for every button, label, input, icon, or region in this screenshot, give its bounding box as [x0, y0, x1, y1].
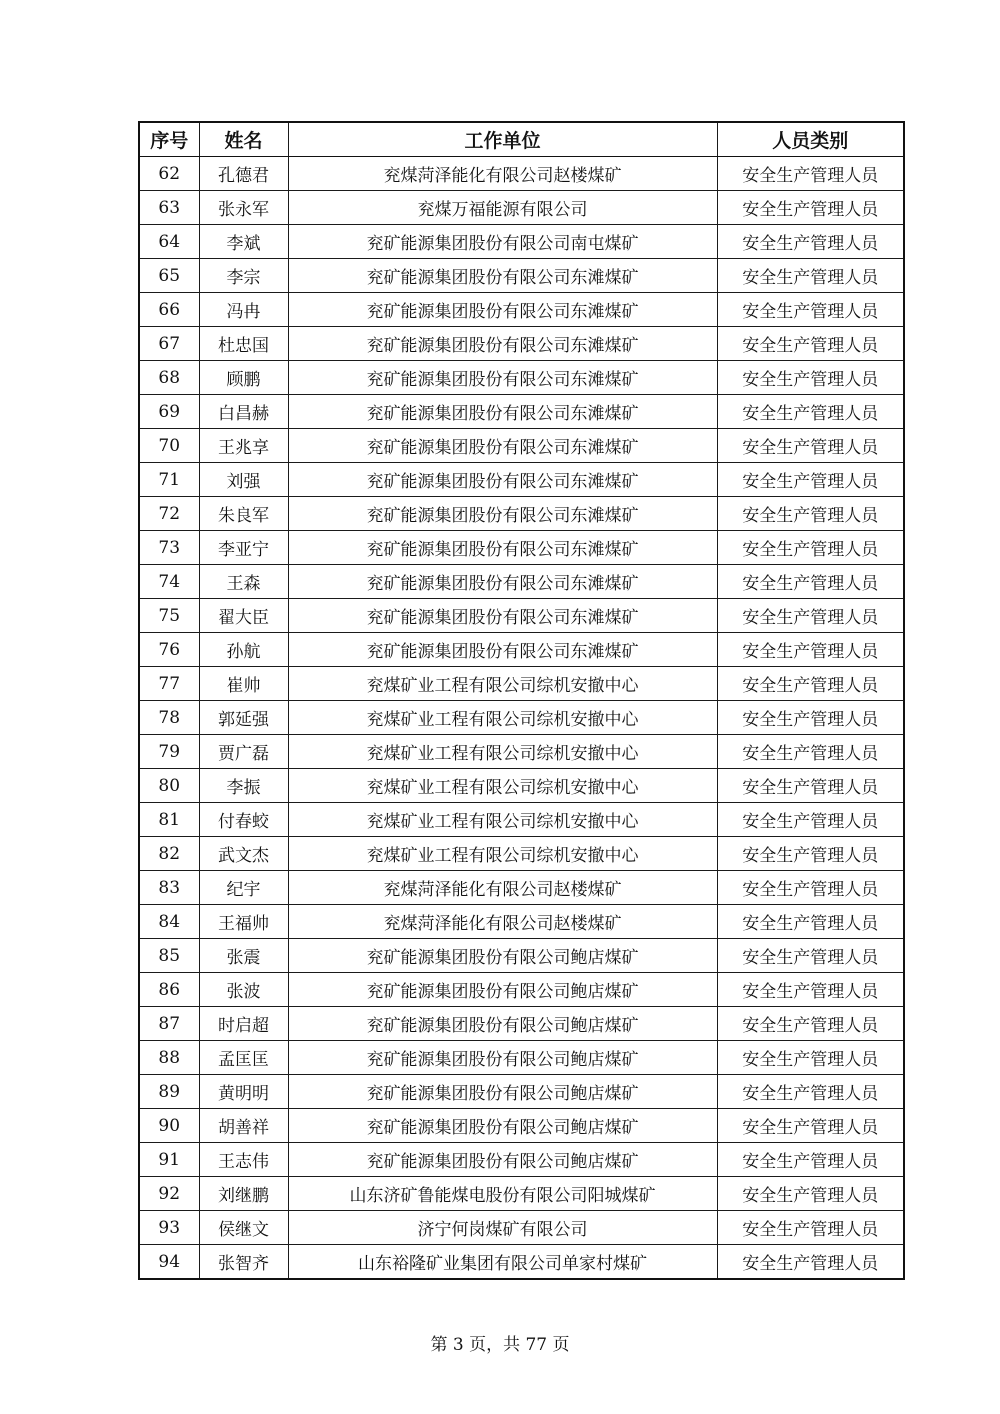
- cell-unit: 兖矿能源集团股份有限公司东滩煤矿: [288, 429, 717, 463]
- cell-category: 安全生产管理人员: [717, 1143, 904, 1177]
- cell-unit: 兖煤菏泽能化有限公司赵楼煤矿: [288, 157, 717, 191]
- cell-name: 郭延强: [199, 701, 288, 735]
- table-row: [139, 565, 904, 599]
- table-row: [139, 837, 904, 871]
- cell-category: 安全生产管理人员: [717, 497, 904, 531]
- cell-seq: 79: [139, 735, 199, 769]
- cell-unit: 兖矿能源集团股份有限公司鲍店煤矿: [288, 1075, 717, 1109]
- cell-name: 朱良军: [199, 497, 288, 531]
- table-row: [139, 191, 904, 225]
- table-row: [139, 327, 904, 361]
- cell-seq: 78: [139, 701, 199, 735]
- header-unit: 工作单位: [288, 122, 717, 157]
- cell-seq: 72: [139, 497, 199, 531]
- table-row: [139, 1109, 904, 1143]
- cell-category: 安全生产管理人员: [717, 395, 904, 429]
- table-body: [139, 157, 904, 1280]
- cell-name: 张永军: [199, 191, 288, 225]
- cell-name: 王志伟: [199, 1143, 288, 1177]
- cell-seq: 94: [139, 1245, 199, 1280]
- table-row: [139, 599, 904, 633]
- header-seq: 序号: [139, 122, 199, 157]
- cell-unit: 兖煤矿业工程有限公司综机安撤中心: [288, 837, 717, 871]
- cell-unit: 兖矿能源集团股份有限公司鲍店煤矿: [288, 1143, 717, 1177]
- cell-category: 安全生产管理人员: [717, 429, 904, 463]
- cell-seq: 92: [139, 1177, 199, 1211]
- table-row: [139, 1245, 904, 1280]
- cell-category: 安全生产管理人员: [717, 157, 904, 191]
- cell-category: 安全生产管理人员: [717, 599, 904, 633]
- table-row: [139, 701, 904, 735]
- table-row: [139, 939, 904, 973]
- cell-category: 安全生产管理人员: [717, 1211, 904, 1245]
- cell-seq: 74: [139, 565, 199, 599]
- cell-name: 刘继鹏: [199, 1177, 288, 1211]
- table-row: [139, 497, 904, 531]
- header-category: 人员类别: [717, 122, 904, 157]
- cell-category: 安全生产管理人员: [717, 1109, 904, 1143]
- cell-seq: 65: [139, 259, 199, 293]
- table-row: [139, 395, 904, 429]
- cell-name: 黄明明: [199, 1075, 288, 1109]
- cell-seq: 93: [139, 1211, 199, 1245]
- cell-unit: 兖矿能源集团股份有限公司东滩煤矿: [288, 633, 717, 667]
- table-row: [139, 633, 904, 667]
- cell-name: 时启超: [199, 1007, 288, 1041]
- table-row: [139, 1041, 904, 1075]
- cell-category: 安全生产管理人员: [717, 667, 904, 701]
- cell-name: 崔帅: [199, 667, 288, 701]
- cell-unit: 兖矿能源集团股份有限公司鲍店煤矿: [288, 939, 717, 973]
- cell-name: 刘强: [199, 463, 288, 497]
- cell-unit: 兖矿能源集团股份有限公司东滩煤矿: [288, 327, 717, 361]
- cell-seq: 69: [139, 395, 199, 429]
- cell-category: 安全生产管理人员: [717, 225, 904, 259]
- cell-name: 李亚宁: [199, 531, 288, 565]
- cell-category: 安全生产管理人员: [717, 1041, 904, 1075]
- header-row: [139, 122, 904, 157]
- cell-name: 孔德君: [199, 157, 288, 191]
- cell-seq: 76: [139, 633, 199, 667]
- cell-name: 顾鹏: [199, 361, 288, 395]
- cell-name: 付春蛟: [199, 803, 288, 837]
- cell-seq: 82: [139, 837, 199, 871]
- cell-seq: 62: [139, 157, 199, 191]
- cell-unit: 山东裕隆矿业集团有限公司单家村煤矿: [288, 1245, 717, 1280]
- cell-name: 王兆享: [199, 429, 288, 463]
- cell-unit: 兖矿能源集团股份有限公司东滩煤矿: [288, 463, 717, 497]
- cell-category: 安全生产管理人员: [717, 769, 904, 803]
- cell-name: 冯冉: [199, 293, 288, 327]
- cell-seq: 81: [139, 803, 199, 837]
- cell-unit: 济宁何岗煤矿有限公司: [288, 1211, 717, 1245]
- table-row: [139, 803, 904, 837]
- cell-name: 孟匡匡: [199, 1041, 288, 1075]
- table-row: [139, 973, 904, 1007]
- cell-category: 安全生产管理人员: [717, 463, 904, 497]
- cell-unit: 兖矿能源集团股份有限公司东滩煤矿: [288, 531, 717, 565]
- cell-name: 张智齐: [199, 1245, 288, 1280]
- cell-name: 孙航: [199, 633, 288, 667]
- table-row: [139, 905, 904, 939]
- cell-category: 安全生产管理人员: [717, 531, 904, 565]
- cell-seq: 77: [139, 667, 199, 701]
- cell-name: 白昌赫: [199, 395, 288, 429]
- table-row: [139, 225, 904, 259]
- cell-seq: 87: [139, 1007, 199, 1041]
- table-row: [139, 157, 904, 191]
- cell-seq: 86: [139, 973, 199, 1007]
- cell-unit: 兖矿能源集团股份有限公司东滩煤矿: [288, 395, 717, 429]
- cell-unit: 兖煤矿业工程有限公司综机安撤中心: [288, 769, 717, 803]
- cell-name: 李宗: [199, 259, 288, 293]
- cell-category: 安全生产管理人员: [717, 361, 904, 395]
- cell-seq: 84: [139, 905, 199, 939]
- cell-name: 胡善祥: [199, 1109, 288, 1143]
- cell-category: 安全生产管理人员: [717, 939, 904, 973]
- cell-category: 安全生产管理人员: [717, 565, 904, 599]
- cell-unit: 兖煤矿业工程有限公司综机安撤中心: [288, 803, 717, 837]
- cell-name: 纪宇: [199, 871, 288, 905]
- cell-unit: 兖矿能源集团股份有限公司鲍店煤矿: [288, 1109, 717, 1143]
- page-number: 第 3 页，共 77 页: [430, 1335, 570, 1355]
- cell-category: 安全生产管理人员: [717, 1245, 904, 1280]
- table-row: [139, 429, 904, 463]
- cell-seq: 89: [139, 1075, 199, 1109]
- table-row: [139, 1143, 904, 1177]
- cell-unit: 兖煤菏泽能化有限公司赵楼煤矿: [288, 905, 717, 939]
- cell-seq: 85: [139, 939, 199, 973]
- cell-unit: 兖矿能源集团股份有限公司东滩煤矿: [288, 259, 717, 293]
- cell-category: 安全生产管理人员: [717, 701, 904, 735]
- cell-name: 王森: [199, 565, 288, 599]
- cell-seq: 73: [139, 531, 199, 565]
- cell-name: 李振: [199, 769, 288, 803]
- cell-unit: 兖煤矿业工程有限公司综机安撤中心: [288, 735, 717, 769]
- cell-unit: 兖矿能源集团股份有限公司鲍店煤矿: [288, 1041, 717, 1075]
- table-row: [139, 463, 904, 497]
- cell-category: 安全生产管理人员: [717, 1177, 904, 1211]
- table-row: [139, 361, 904, 395]
- cell-name: 翟大臣: [199, 599, 288, 633]
- table-header: [139, 122, 904, 157]
- cell-unit: 兖煤万福能源有限公司: [288, 191, 717, 225]
- personnel-table: [138, 121, 905, 1280]
- cell-name: 贾广磊: [199, 735, 288, 769]
- table-row: [139, 293, 904, 327]
- cell-unit: 山东济矿鲁能煤电股份有限公司阳城煤矿: [288, 1177, 717, 1211]
- cell-seq: 63: [139, 191, 199, 225]
- cell-unit: 兖矿能源集团股份有限公司鲍店煤矿: [288, 973, 717, 1007]
- cell-name: 杜忠国: [199, 327, 288, 361]
- cell-unit: 兖矿能源集团股份有限公司东滩煤矿: [288, 497, 717, 531]
- table-row: [139, 1211, 904, 1245]
- table-row: [139, 259, 904, 293]
- cell-unit: 兖矿能源集团股份有限公司南屯煤矿: [288, 225, 717, 259]
- cell-seq: 70: [139, 429, 199, 463]
- cell-seq: 64: [139, 225, 199, 259]
- cell-unit: 兖矿能源集团股份有限公司鲍店煤矿: [288, 1007, 717, 1041]
- table-row: [139, 1177, 904, 1211]
- cell-seq: 83: [139, 871, 199, 905]
- cell-unit: 兖煤矿业工程有限公司综机安撤中心: [288, 701, 717, 735]
- cell-category: 安全生产管理人员: [717, 1007, 904, 1041]
- cell-category: 安全生产管理人员: [717, 973, 904, 1007]
- cell-category: 安全生产管理人员: [717, 1075, 904, 1109]
- cell-seq: 91: [139, 1143, 199, 1177]
- cell-name: 李斌: [199, 225, 288, 259]
- cell-seq: 71: [139, 463, 199, 497]
- cell-seq: 90: [139, 1109, 199, 1143]
- table-row: [139, 1075, 904, 1109]
- cell-seq: 75: [139, 599, 199, 633]
- cell-seq: 67: [139, 327, 199, 361]
- cell-category: 安全生产管理人员: [717, 871, 904, 905]
- header-name: 姓名: [199, 122, 288, 157]
- table-row: [139, 1007, 904, 1041]
- cell-unit: 兖矿能源集团股份有限公司东滩煤矿: [288, 361, 717, 395]
- cell-unit: 兖矿能源集团股份有限公司东滩煤矿: [288, 565, 717, 599]
- cell-category: 安全生产管理人员: [717, 837, 904, 871]
- cell-unit: 兖煤矿业工程有限公司综机安撤中心: [288, 667, 717, 701]
- cell-name: 张震: [199, 939, 288, 973]
- cell-category: 安全生产管理人员: [717, 803, 904, 837]
- table-row: [139, 735, 904, 769]
- cell-unit: 兖矿能源集团股份有限公司东滩煤矿: [288, 293, 717, 327]
- cell-unit: 兖煤菏泽能化有限公司赵楼煤矿: [288, 871, 717, 905]
- cell-category: 安全生产管理人员: [717, 633, 904, 667]
- cell-seq: 68: [139, 361, 199, 395]
- cell-category: 安全生产管理人员: [717, 735, 904, 769]
- cell-category: 安全生产管理人员: [717, 191, 904, 225]
- cell-category: 安全生产管理人员: [717, 905, 904, 939]
- cell-seq: 66: [139, 293, 199, 327]
- table-row: [139, 769, 904, 803]
- cell-seq: 88: [139, 1041, 199, 1075]
- cell-unit: 兖矿能源集团股份有限公司东滩煤矿: [288, 599, 717, 633]
- table-row: [139, 531, 904, 565]
- table-row: [139, 871, 904, 905]
- table-row: [139, 667, 904, 701]
- cell-category: 安全生产管理人员: [717, 293, 904, 327]
- cell-category: 安全生产管理人员: [717, 259, 904, 293]
- cell-category: 安全生产管理人员: [717, 327, 904, 361]
- cell-seq: 80: [139, 769, 199, 803]
- cell-name: 侯继文: [199, 1211, 288, 1245]
- cell-name: 武文杰: [199, 837, 288, 871]
- cell-name: 张波: [199, 973, 288, 1007]
- cell-name: 王福帅: [199, 905, 288, 939]
